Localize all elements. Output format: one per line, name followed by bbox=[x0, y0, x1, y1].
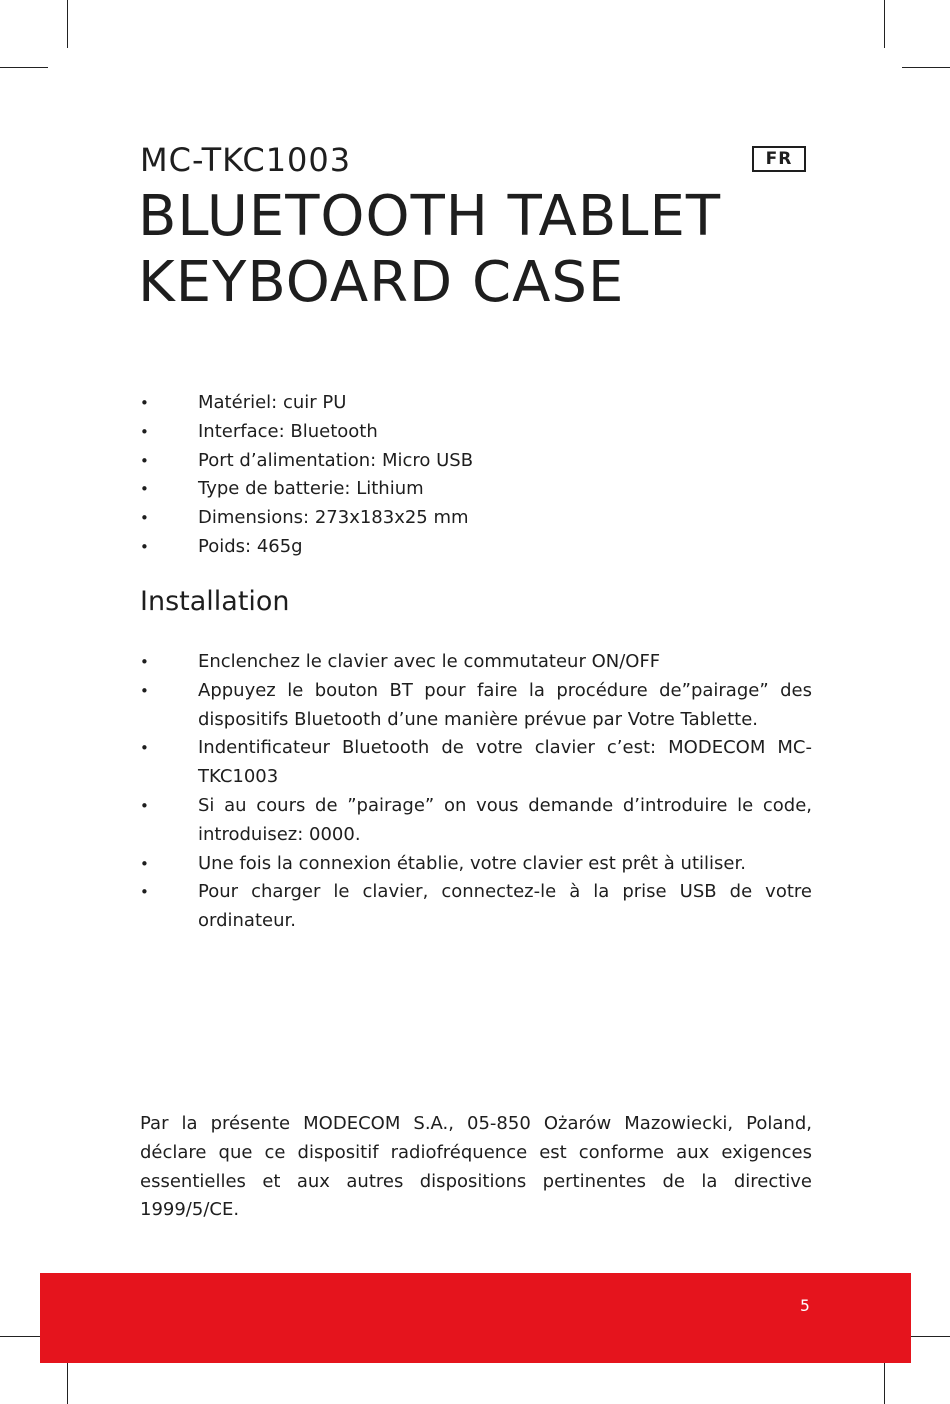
list-item-text: Type de batterie: Lithium bbox=[198, 478, 424, 500]
list-item-text: Poids: 465g bbox=[198, 535, 303, 557]
list-item bbox=[140, 475, 812, 504]
list-item-text: Indentificateur Bluetooth de votre clavier c’est: MODECOM MC-TKC1003 bbox=[198, 737, 812, 788]
list-item bbox=[140, 447, 812, 476]
list-item bbox=[140, 878, 812, 936]
title-line: KEYBOARD CASE bbox=[138, 250, 625, 315]
page-number: 5 bbox=[800, 1296, 810, 1315]
list-item bbox=[140, 734, 812, 792]
list-item bbox=[140, 648, 812, 677]
bullet-icon: • bbox=[140, 681, 149, 700]
list-item-text: Appuyez le bouton BT pour faire la procédure de”pairage” des dispositifs Bluetooth d’une manière prévue par Votre Tablette. bbox=[198, 679, 812, 730]
list-item bbox=[140, 850, 812, 879]
page-title bbox=[138, 184, 721, 316]
footer-band bbox=[40, 1273, 911, 1363]
list-item-text: Interface: Bluetooth bbox=[198, 420, 378, 442]
bullet-icon: • bbox=[140, 509, 149, 528]
declaration-text: Par la présente MODECOM S.A., 05-850 Ożarów Mazowiecki, Poland, déclare que ce dispositif radiofréquence est conforme aux exigences essentielles et aux autres dispositions pertinentes de la directive 1999/5/CE. bbox=[140, 1113, 812, 1221]
list-item bbox=[140, 418, 812, 447]
crop-mark bbox=[67, 0, 68, 48]
list-item bbox=[140, 504, 812, 533]
list-item-text: Port d’alimentation: Micro USB bbox=[198, 449, 474, 471]
bullet-icon: • bbox=[140, 653, 149, 671]
list-item bbox=[140, 389, 812, 418]
crop-mark bbox=[884, 1356, 885, 1404]
spec-list bbox=[140, 389, 812, 562]
bullet-icon: • bbox=[140, 451, 149, 470]
installation-steps bbox=[140, 648, 812, 936]
list-item-text: Enclenchez le clavier avec le commutateur ON/OFF bbox=[198, 651, 661, 672]
list-item bbox=[140, 677, 812, 735]
crop-mark bbox=[0, 67, 48, 68]
list-item bbox=[140, 792, 812, 850]
list-item-text: Pour charger le clavier, connectez-le à la prise USB de votre ordinateur. bbox=[198, 881, 812, 932]
bullet-icon: • bbox=[140, 537, 149, 556]
list-item-text: Si au cours de ”pairage” on vous demande d’introduire le code, introduisez: 0000. bbox=[198, 794, 812, 845]
list-item-text: Matériel: cuir PU bbox=[198, 392, 347, 413]
bullet-icon: • bbox=[140, 796, 149, 815]
bullet-icon: • bbox=[140, 422, 149, 441]
title-line: BLUETOOTH TABLET bbox=[138, 184, 722, 249]
bullet-icon: • bbox=[140, 854, 149, 873]
bullet-icon: • bbox=[140, 480, 149, 499]
bullet-icon: • bbox=[140, 883, 149, 902]
list-item bbox=[140, 533, 812, 562]
list-item-text: Dimensions: 273x183x25 mm bbox=[198, 507, 469, 529]
language-badge: FR bbox=[752, 146, 806, 172]
crop-mark bbox=[902, 67, 950, 68]
model-number: MC-TKC1003 bbox=[140, 141, 352, 179]
installation-heading: Installation bbox=[140, 586, 290, 617]
list-item-text: Une fois la connexion établie, votre clavier est prêt à utiliser. bbox=[198, 852, 746, 874]
bullet-icon: • bbox=[140, 394, 149, 412]
crop-mark bbox=[67, 1356, 68, 1404]
crop-mark bbox=[884, 0, 885, 48]
bullet-icon: • bbox=[140, 739, 149, 758]
